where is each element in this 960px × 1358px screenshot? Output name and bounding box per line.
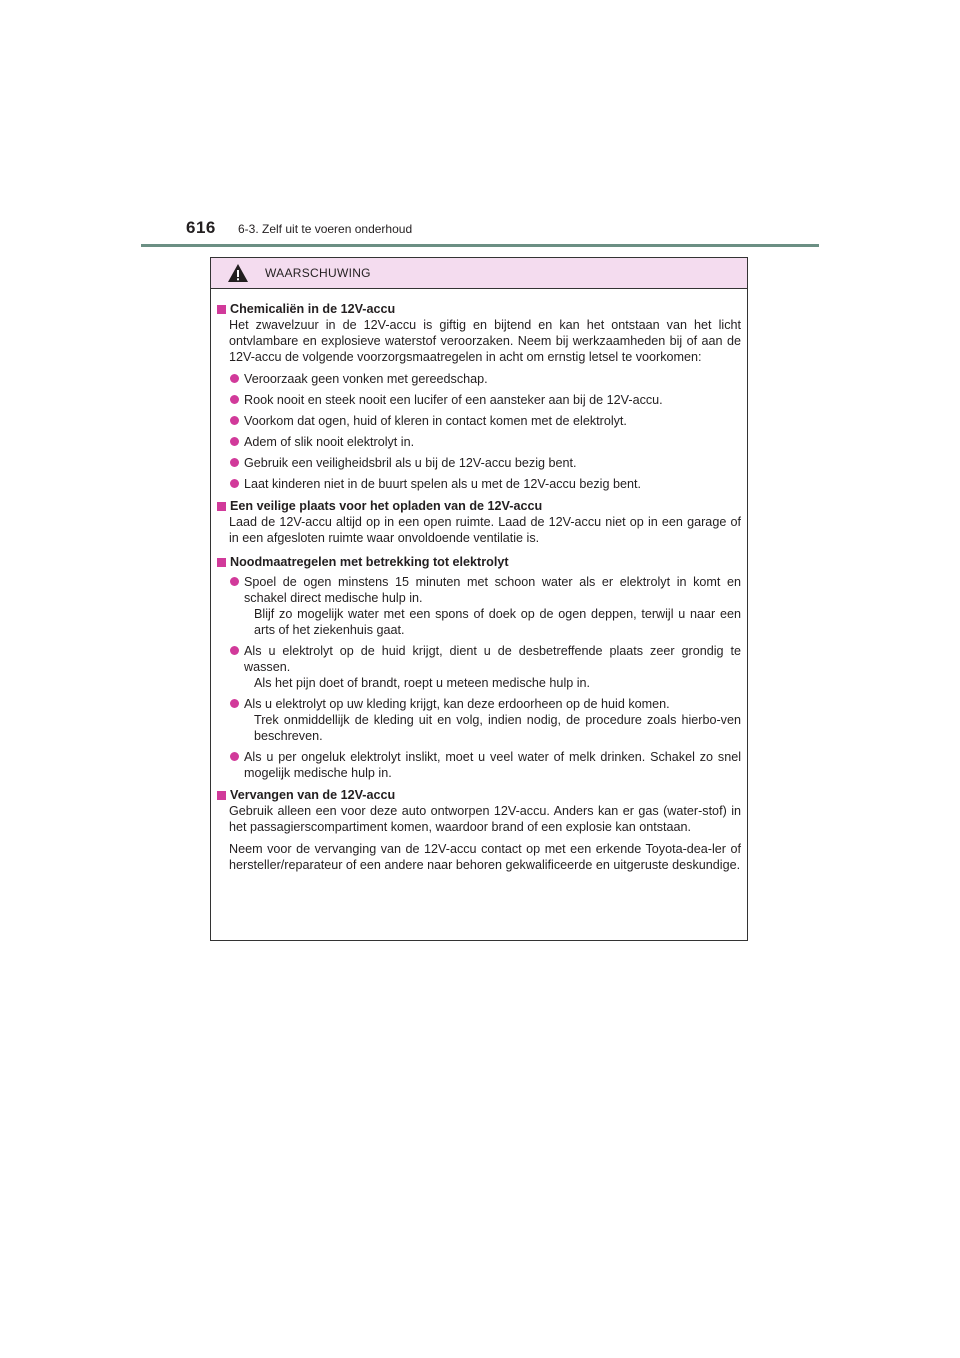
section-heading: Chemicaliën in de 12V-accu bbox=[217, 301, 741, 317]
list-item: Gebruik een veiligheidsbril als u bij de 12V-accu bezig bent. bbox=[229, 455, 741, 471]
paragraph: Laad de 12V-accu altijd op in een open ruimte. Laad de 12V-accu niet op in een garage of in een afgesloten ruimte waar onvoldoende ventilatie is. bbox=[229, 515, 741, 545]
paragraph: Het zwavelzuur in de 12V-accu is giftig en bijtend en kan het ontstaan van het licht ontvlambare en explosieve waterstof veroorzaken. Neem bij werkzaamheden bij of aan de 12V-accu de volgende voorzorgsmaatregelen in acht om ernstig letsel te voorkomen: bbox=[229, 318, 741, 364]
list-item: Rook nooit en steek nooit een lucifer of een aansteker aan bij de 12V-accu. bbox=[229, 392, 741, 408]
bullet-dot-icon bbox=[230, 437, 239, 446]
list-item: Laat kinderen niet in de buurt spelen als u met de 12V-accu bezig bent. bbox=[229, 476, 741, 492]
header-divider bbox=[141, 244, 819, 247]
bullet-dot-icon bbox=[230, 416, 239, 425]
list-item: Als u elektrolyt op uw kleding krijgt, kan deze erdoorheen op de huid komen. Trek onmiddellijk de kleding uit en volg, indien nodig, de procedure zoals hierbo-ven beschreven. bbox=[229, 696, 741, 744]
section-title: 6-3. Zelf uit te voeren onderhoud bbox=[238, 222, 413, 236]
bullet-dot-icon bbox=[230, 646, 239, 655]
bullet-dot-icon bbox=[230, 577, 239, 586]
list-item: Als u elektrolyt op de huid krijgt, dient u de desbetreffende plaats zeer grondig te wassen. Als het pijn doet of brandt, roept u meteen medische hulp in. bbox=[229, 643, 741, 691]
bullet-dot-icon bbox=[230, 479, 239, 488]
bullet-list bbox=[217, 371, 741, 492]
bullet-list bbox=[217, 574, 741, 781]
section-heading: Noodmaatregelen met betrekking tot elektrolyt bbox=[217, 554, 741, 570]
list-item: Als u per ongeluk elektrolyt inslikt, moet u veel water of melk drinken. Schakel zo snel mogelijk medische hulp in. bbox=[229, 749, 741, 781]
list-item: Voorkom dat ogen, huid of kleren in contact komen met de elektrolyt. bbox=[229, 413, 741, 429]
section-heading: Vervangen van de 12V-accu bbox=[217, 787, 741, 803]
bullet-dot-icon bbox=[230, 395, 239, 404]
square-bullet-icon bbox=[217, 305, 226, 314]
square-bullet-icon bbox=[217, 502, 226, 511]
list-item: Spoel de ogen minstens 15 minuten met schoon water als er elektrolyt in komt en schakel direct medische hulp in. Blijf zo mogelijk water met een spons of doek op de ogen deppen, terwijl u naar een arts of het ziekenhuis gaat. bbox=[229, 574, 741, 638]
warning-triangle-icon bbox=[227, 263, 249, 283]
list-item: Veroorzaak geen vonken met gereedschap. bbox=[229, 371, 741, 387]
bullet-dot-icon bbox=[230, 374, 239, 383]
section-heading: Een veilige plaats voor het opladen van de 12V-accu bbox=[217, 498, 741, 514]
square-bullet-icon bbox=[217, 558, 226, 567]
warning-body bbox=[211, 289, 747, 873]
bullet-dot-icon bbox=[230, 699, 239, 708]
square-bullet-icon bbox=[217, 791, 226, 800]
warning-header bbox=[211, 258, 747, 289]
bullet-dot-icon bbox=[230, 752, 239, 761]
list-item: Adem of slik nooit elektrolyt in. bbox=[229, 434, 741, 450]
page-number: 616 bbox=[186, 218, 216, 237]
bullet-dot-icon bbox=[230, 458, 239, 467]
warning-box bbox=[210, 257, 748, 941]
warning-title: WAARSCHUWING bbox=[265, 266, 371, 280]
paragraph: Neem voor de vervanging van de 12V-accu contact op met een erkende Toyota-dea-ler of hersteller/reparateur of een andere naar behoren gekwalificeerde en uitgeruste deskundige. bbox=[229, 842, 741, 872]
paragraph: Gebruik alleen een voor deze auto ontworpen 12V-accu. Anders kan er gas (water-stof) in het passagierscompartiment komen, waardoor brand of een explosie kan ontstaan. bbox=[229, 804, 741, 834]
